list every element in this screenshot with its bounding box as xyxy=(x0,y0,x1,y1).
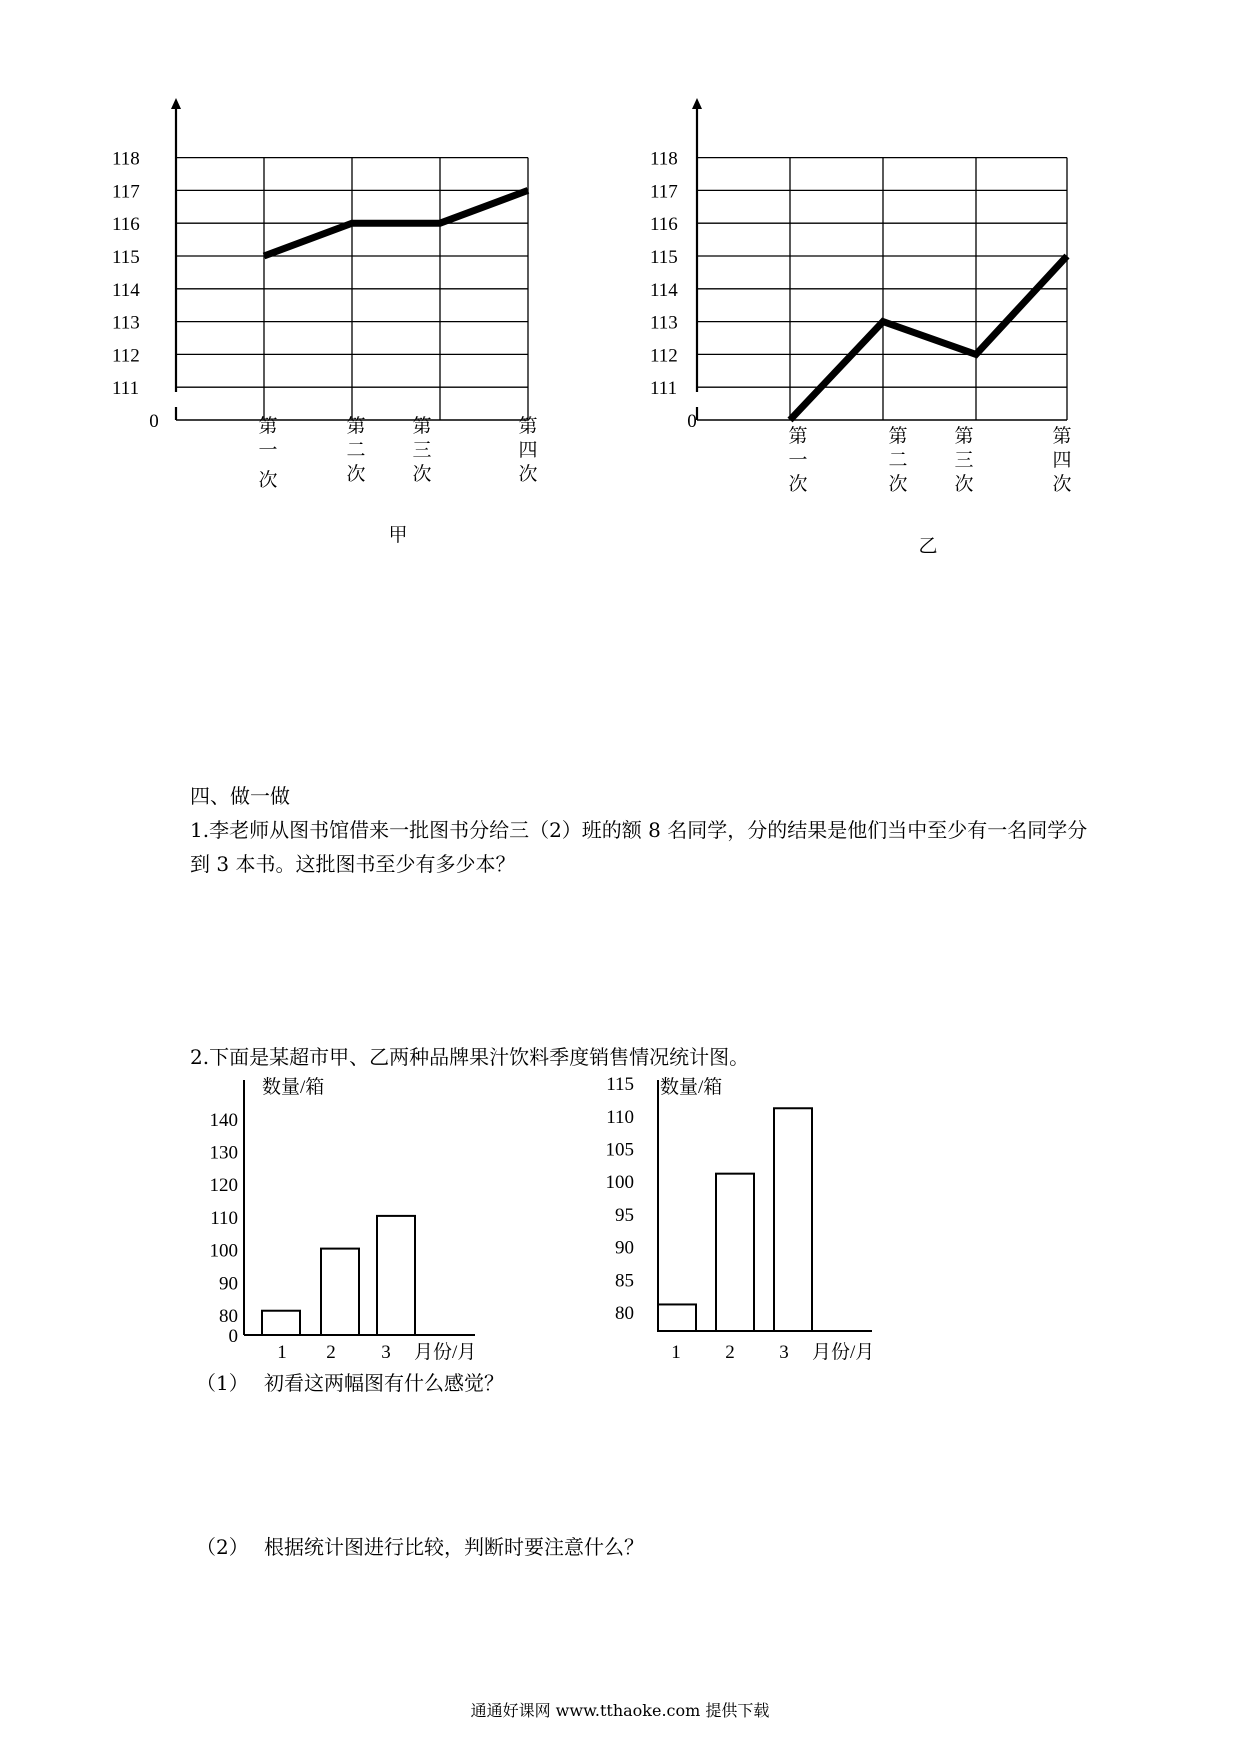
x-tick-label: 2 xyxy=(725,1342,735,1363)
y-tick-label: 118 xyxy=(112,148,140,170)
y-tick-label: 114 xyxy=(112,279,140,301)
x-tick-label-char: 次 xyxy=(518,464,538,485)
bar xyxy=(377,1216,415,1335)
x-tick-label xyxy=(346,415,365,485)
x-tick-label-char: 次 xyxy=(412,464,432,485)
x-tick-label-char: 二 xyxy=(888,450,908,471)
bar xyxy=(658,1304,696,1331)
y-tick-label: 100 xyxy=(605,1172,634,1194)
section-heading: 四、做一做 xyxy=(190,784,290,808)
bar xyxy=(716,1174,754,1331)
x-tick-label-char: 一 xyxy=(788,450,808,471)
y-tick-label: 117 xyxy=(650,181,678,203)
x-tick-label-char: 二 xyxy=(346,440,366,461)
y-tick-label: 116 xyxy=(650,214,678,236)
x-tick-label-char: 第 xyxy=(954,426,974,447)
y-axis-label: 数量/箱 xyxy=(262,1077,325,1098)
x-tick-label: 1 xyxy=(277,1342,287,1363)
y-tick-label: 113 xyxy=(650,312,678,334)
x-tick-label-char: 第 xyxy=(888,426,908,447)
x-tick-label-char: 一 xyxy=(258,440,278,461)
footer: 通通好课网 www.tthaoke.com 提供下载 xyxy=(470,1701,770,1720)
x-tick-label: 2 xyxy=(326,1342,336,1363)
x-tick-label-char: 次 xyxy=(788,474,808,495)
y-tick-label: 114 xyxy=(650,279,678,301)
x-tick-label-char: 第 xyxy=(1052,426,1072,447)
y-tick-label: 111 xyxy=(112,378,140,400)
x-tick-label-char: 第 xyxy=(258,416,278,437)
series-line xyxy=(790,256,1067,420)
sub-question-2-number: （2） xyxy=(196,1535,249,1559)
y-tick-label: 115 xyxy=(112,247,140,268)
y-tick-label: 95 xyxy=(615,1204,634,1226)
y-tick-label: 112 xyxy=(112,345,140,367)
x-tick-label xyxy=(1052,425,1071,495)
x-tick-label-char: 第 xyxy=(788,426,808,447)
y-tick-label: 85 xyxy=(615,1270,634,1292)
x-tick-label xyxy=(412,415,431,485)
y-tick-label: 90 xyxy=(615,1237,634,1259)
y-tick-label: 0 xyxy=(149,411,159,432)
x-axis-label: 月份/月 xyxy=(812,1342,875,1363)
x-tick-label-char: 三 xyxy=(412,440,432,461)
y-axis-label: 数量/箱 xyxy=(660,1077,723,1098)
line-chart-yi xyxy=(650,108,1072,557)
y-tick-label: 120 xyxy=(209,1175,238,1197)
y-tick-label: 115 xyxy=(606,1074,634,1096)
y-tick-label: 115 xyxy=(650,247,678,268)
y-tick-label: 90 xyxy=(219,1273,238,1295)
x-tick-label-char: 第 xyxy=(412,416,432,437)
y-tick-label: 111 xyxy=(650,378,678,400)
bar xyxy=(262,1311,300,1335)
y-tick-label: 116 xyxy=(112,214,140,236)
y-tick-label: 130 xyxy=(209,1142,238,1164)
y-tick-label: 117 xyxy=(112,181,140,203)
question-2: 2.下面是某超市甲、乙两种品牌果汁饮料季度销售情况统计图。 xyxy=(190,1045,750,1069)
chart-caption: 甲 xyxy=(388,525,408,546)
sub-question-2-text: 根据统计图进行比较，判断时要注意什么？ xyxy=(264,1535,644,1559)
x-tick-label-char: 次 xyxy=(888,474,908,495)
y-tick-label: 140 xyxy=(209,1109,238,1131)
x-tick-label xyxy=(518,415,537,485)
y-tick-label: 80 xyxy=(219,1306,238,1327)
x-tick-label-char: 次 xyxy=(954,474,974,495)
x-tick-label-char: 次 xyxy=(346,464,366,485)
sub-question-1-text: 初看这两幅图有什么感觉？ xyxy=(264,1371,504,1395)
y-tick-label: 110 xyxy=(606,1106,634,1128)
y-tick-label: 0 xyxy=(228,1326,238,1347)
y-tick-label: 113 xyxy=(112,312,140,334)
x-tick-label: 3 xyxy=(779,1342,789,1363)
x-tick-label xyxy=(258,415,277,491)
x-tick-label xyxy=(888,425,907,495)
sub-question-1 xyxy=(196,1368,504,1398)
line-chart-jia xyxy=(112,108,538,546)
x-tick-label xyxy=(788,425,807,495)
x-tick-label-char: 次 xyxy=(258,470,278,491)
y-tick-label: 100 xyxy=(209,1240,238,1262)
x-axis-label: 月份/月 xyxy=(414,1342,477,1363)
x-tick-label: 1 xyxy=(671,1342,681,1363)
y-tick-label: 112 xyxy=(650,345,678,367)
y-tick-label: 118 xyxy=(650,148,678,170)
y-tick-label: 105 xyxy=(605,1139,634,1161)
bar xyxy=(321,1249,359,1335)
y-tick-label: 80 xyxy=(615,1303,634,1324)
bar xyxy=(774,1108,812,1331)
sub-question-2 xyxy=(196,1532,644,1562)
y-tick-label: 0 xyxy=(687,411,697,432)
question-1: 1.李老师从图书馆借来一批图书分给三（2）班的额 8 名同学，分的结果是他们当中至少有一名同学分到 3 本书。这批图书至少有多少本？ xyxy=(190,818,1088,876)
x-tick-label-char: 次 xyxy=(1052,474,1072,495)
bar-chart-right xyxy=(606,1074,875,1363)
x-tick-label-char: 第 xyxy=(518,416,538,437)
bar-chart-left xyxy=(210,1076,477,1363)
x-tick-label-char: 四 xyxy=(518,440,538,461)
x-tick-label-char: 四 xyxy=(1052,450,1072,471)
x-tick-label-char: 第 xyxy=(346,416,366,437)
chart-caption: 乙 xyxy=(918,536,938,557)
x-tick-label: 3 xyxy=(381,1342,391,1363)
sub-question-1-number: （1） xyxy=(196,1371,249,1395)
y-tick-label: 110 xyxy=(210,1207,238,1229)
x-tick-label-char: 三 xyxy=(954,450,974,471)
x-tick-label xyxy=(954,425,973,495)
